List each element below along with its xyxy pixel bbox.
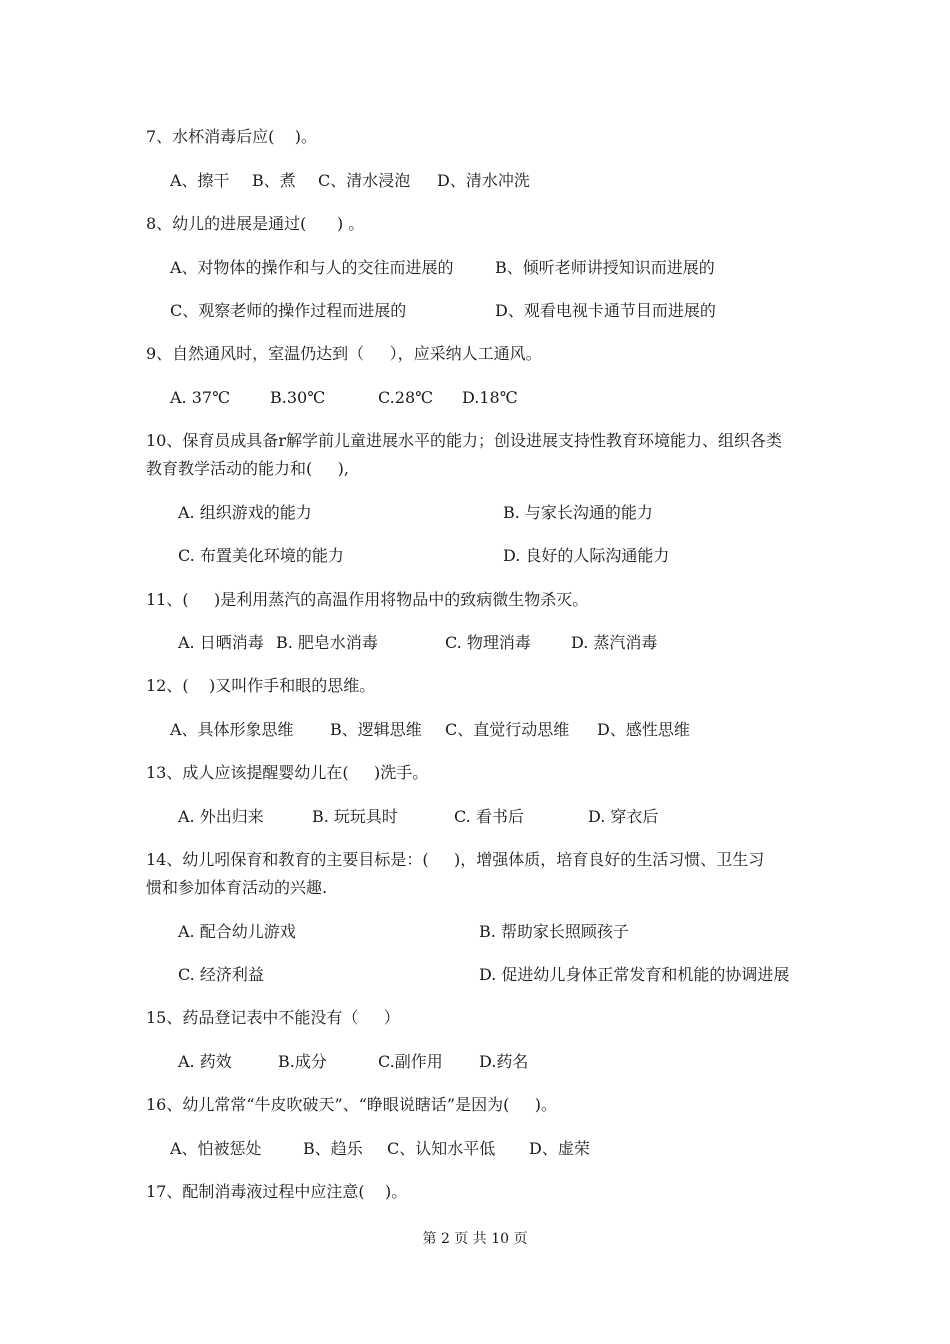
q8-option-c: C、观察老师的操作过程而进展的 — [170, 301, 407, 320]
q10-option-d: D. 良好的人际沟通能力 — [503, 546, 670, 565]
q13-option-c: C. 看书后 — [454, 807, 524, 826]
q8-option-d: D、观看电视卡通节目而进展的 — [495, 301, 716, 320]
q14-option-a: A. 配合幼儿游戏 — [178, 922, 296, 941]
q12-option-c: C、直觉行动思维 — [445, 720, 570, 739]
q10-option-b: B. 与家长沟通的能力 — [503, 503, 653, 522]
q12-option-a: A、具体形象思维 — [170, 720, 294, 739]
question-9-stem: 9、自然通风时，室温仍达到（ ），应采纳人工通风。 — [146, 344, 542, 363]
q7-option-b: B、煮 — [252, 171, 296, 190]
question-8-stem: 8、幼儿的进展是通过( ) 。 — [146, 214, 365, 233]
q11-option-d: D. 蒸汽消毒 — [571, 633, 658, 652]
question-15-stem: 15、药品登记表中不能没有（ ） — [146, 1008, 400, 1027]
q9-option-d: D.18℃ — [462, 388, 518, 407]
q15-option-b: B.成分 — [278, 1052, 327, 1071]
question-10-stem: 10、保育员成具备r解学前儿童进展水平的能力；创设进展支持性教育环境能力、组织各类 — [146, 431, 783, 450]
q15-option-c: C.副作用 — [378, 1052, 443, 1071]
q16-option-b: B、趋乐 — [303, 1139, 363, 1158]
page-number-footer: 第 2 页 共 10 页 — [422, 1231, 528, 1247]
q13-option-b: B. 玩玩具时 — [312, 807, 398, 826]
q11-option-c: C. 物理消毒 — [445, 633, 531, 652]
q7-option-a: A、擦干 — [170, 171, 230, 190]
question-14-stem-cont: 惯和参加体育活动的兴趣. — [146, 878, 328, 897]
q14-option-d: D. 促进幼儿身体正常发育和机能的协调进展 — [479, 965, 790, 984]
q11-option-a: A. 日晒消毒 — [178, 633, 264, 652]
q9-option-b: B.30℃ — [270, 388, 326, 407]
q7-option-d: D、清水冲洗 — [437, 171, 530, 190]
q11-option-b: B. 肥皂水消毒 — [276, 633, 378, 652]
question-13-stem: 13、成人应该提醒婴幼儿在( )洗手。 — [146, 763, 429, 782]
q13-option-d: D. 穿衣后 — [588, 807, 659, 826]
question-7-stem: 7、水杯消毒后应( )。 — [146, 127, 318, 146]
question-11-stem: 11、( )是利用蒸汽的高温作用将物品中的致病微生物杀灭。 — [146, 590, 589, 609]
q15-option-d: D.药名 — [479, 1052, 529, 1071]
q12-option-d: D、感性思维 — [597, 720, 690, 739]
q9-option-c: C.28℃ — [378, 388, 434, 407]
question-17-stem: 17、配制消毒液过程中应注意( )。 — [146, 1182, 408, 1201]
q16-option-a: A、怕被惩处 — [170, 1139, 262, 1158]
q7-option-c: C、清水浸泡 — [318, 171, 411, 190]
q14-option-c: C. 经济利益 — [178, 965, 264, 984]
question-12-stem: 12、( )又叫作手和眼的思维。 — [146, 676, 376, 695]
q8-option-a: A、对物体的操作和与人的交往而进展的 — [170, 258, 454, 277]
q9-option-a: A. 37℃ — [170, 388, 230, 407]
q10-option-c: C. 布置美化环境的能力 — [178, 546, 344, 565]
q16-option-c: C、认知水平低 — [387, 1139, 496, 1158]
question-10-stem-cont: 教育教学活动的能力和( ), — [146, 459, 350, 478]
question-16-stem: 16、幼儿常常“牛皮吹破天”、“睁眼说瞎话”是因为( )。 — [146, 1095, 557, 1114]
q13-option-a: A. 外出归来 — [178, 807, 264, 826]
q15-option-a: A. 药效 — [178, 1052, 232, 1071]
q16-option-d: D、虚荣 — [529, 1139, 590, 1158]
question-14-stem: 14、幼儿吲保育和教育的主要目标是：( )，增强体质，培育良好的生活习惯、卫生习 — [146, 850, 765, 869]
q10-option-a: A. 组织游戏的能力 — [178, 503, 312, 522]
q14-option-b: B. 帮助家长照顾孩子 — [479, 922, 629, 941]
q8-option-b: B、倾听老师讲授知识而进展的 — [495, 258, 715, 277]
q12-option-b: B、逻辑思维 — [330, 720, 422, 739]
